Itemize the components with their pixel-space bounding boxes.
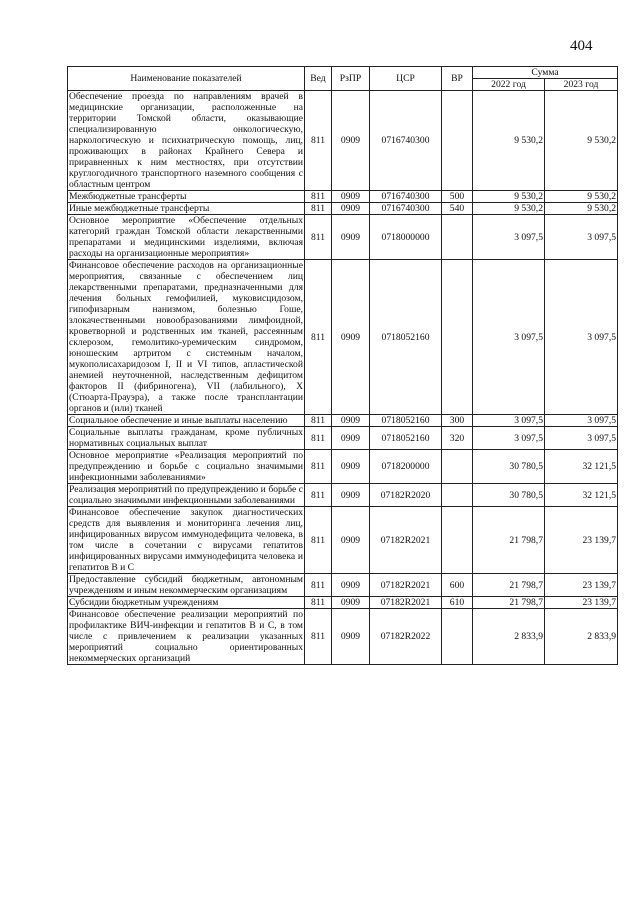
header-year-2023: 2023 год — [545, 79, 618, 91]
cell-2023: 9 530,2 — [545, 203, 618, 215]
cell-name: Реализация мероприятий по предупреждению и борьбе с социально значимыми инфекционными заболеваниями — [69, 484, 303, 506]
cell-name: Предоставление субсидий бюджетным, автономным учреждениям и иным некоммерческим организациям — [69, 574, 303, 596]
cell-rzpr: 0909 — [332, 597, 370, 609]
table-row — [68, 427, 618, 450]
cell-csr: 07182R2021 — [370, 597, 442, 609]
cell-name: Субсидии бюджетным учреждениям — [68, 597, 305, 609]
cell-2023: 3 097,5 — [545, 427, 618, 450]
cell-vr: 610 — [442, 597, 473, 609]
table-row — [68, 191, 618, 203]
header-ved: Вед — [305, 67, 332, 91]
cell-csr: 0716740300 — [370, 191, 442, 203]
cell-name: Финансовое обеспечение реализации мероприятий по профилактике ВИЧ-инфекции и гепатитов В и С, в том числе с привлечением к реализации указанных мероприятий социально ориентированных некоммерческих организаций — [69, 609, 303, 664]
cell-ved: 811 — [305, 415, 332, 427]
cell-name: Межбюджетные трансферты — [68, 191, 305, 203]
cell-csr: 0718052160 — [370, 415, 442, 427]
cell-rzpr: 0909 — [332, 484, 370, 507]
cell-2022: 21 798,7 — [473, 507, 545, 574]
cell-name: Социальные выплаты гражданам, кроме публичных нормативных социальных выплат — [69, 427, 303, 449]
cell-rzpr: 0909 — [332, 215, 370, 260]
cell-vr — [442, 450, 473, 484]
cell-rzpr: 0909 — [332, 450, 370, 484]
cell-csr: 07182R2021 — [370, 507, 442, 574]
cell-rzpr: 0909 — [332, 427, 370, 450]
cell-2022: 3 097,5 — [473, 215, 545, 260]
cell-vr: 500 — [442, 191, 473, 203]
cell-rzpr: 0909 — [332, 91, 370, 191]
cell-ved: 811 — [305, 574, 332, 597]
cell-2023: 3 097,5 — [545, 415, 618, 427]
cell-name: Финансовое обеспечение расходов на организационные мероприятия, связанные с обеспечением лиц лекарственными препаратами, предназначенными для лечения больных гемофилией, муковисцидозом, гипофизарным нанизмом, болезнью Гоше, злокачественными новообразованиями лимфоидной, кроветворной и родственных им тканей, рассеянным склерозом, гемолитико-уремическим синдромом, юношеским артритом с системным началом, мукополисахаридозом I, II и VI типов, апластической анемией неуточненной, наследственным дефицитом факторов II (фибриногена), VII (лабильного), X (Стюарта-Прауэра), а также после трансплантации органов и (или) тканей — [69, 260, 303, 414]
cell-csr: 07182R2022 — [370, 609, 442, 665]
cell-2023: 23 139,7 — [545, 507, 618, 574]
table-body — [68, 91, 618, 665]
cell-ved: 811 — [305, 427, 332, 450]
cell-vr — [442, 91, 473, 191]
cell-vr: 320 — [442, 427, 473, 450]
cell-2022: 3 097,5 — [473, 427, 545, 450]
table-row — [68, 609, 618, 665]
cell-name: Обеспечение проезда по направлениям врачей в медицинские организации, расположенные на территории Томской области, оказывающие специализированную онкологическую, наркологическую и психиатрическую помощь, лиц, проживающих в районах Крайнего Севера и приравненных к ним местностях, при отсутствии круглогодичного транспортного наземного сообщения с областным центром — [69, 91, 303, 190]
cell-ved: 811 — [305, 609, 332, 665]
table-row — [68, 597, 618, 609]
cell-name: Иные межбюджетные трансферты — [68, 203, 305, 215]
cell-2023: 23 139,7 — [545, 574, 618, 597]
cell-vr — [442, 609, 473, 665]
cell-2022: 9 530,2 — [473, 91, 545, 191]
table-row — [68, 415, 618, 427]
cell-2023: 2 833,9 — [545, 609, 618, 665]
cell-vr — [442, 484, 473, 507]
cell-2022: 30 780,5 — [473, 484, 545, 507]
cell-rzpr: 0909 — [332, 191, 370, 203]
cell-name: Основное мероприятие «Реализация мероприятий по предупреждению и борьбе с социально значимыми инфекционными заболеваниями» — [69, 450, 303, 483]
header-sum: Сумма — [473, 67, 618, 79]
cell-name: Финансовое обеспечение закупок диагностических средств для выявления и мониторинга лечения лиц, инфицированных вирусом иммунодефицита человека, в том числе в сочетании с вирусами гепатитов инфицированных вирусами иммунодефицита человека и гепатитов В и С — [69, 507, 303, 573]
cell-2023: 3 097,5 — [545, 260, 618, 415]
cell-2022: 30 780,5 — [473, 450, 545, 484]
cell-rzpr: 0909 — [332, 203, 370, 215]
cell-2023: 23 139,7 — [545, 597, 618, 609]
table-row — [68, 203, 618, 215]
cell-ved: 811 — [305, 215, 332, 260]
cell-vr — [442, 260, 473, 415]
cell-csr: 0716740300 — [370, 91, 442, 191]
page-number: 404 — [570, 38, 593, 54]
cell-rzpr: 0909 — [332, 415, 370, 427]
header-name: Наименование показателей — [68, 67, 305, 91]
cell-2022: 21 798,7 — [473, 574, 545, 597]
cell-csr: 0718052160 — [370, 427, 442, 450]
table-row — [68, 450, 618, 484]
cell-csr: 0718200000 — [370, 450, 442, 484]
cell-name: Основное мероприятие «Обеспечение отдельных категорий граждан Томской области лекарственными препаратами и медицинскими изделиями, включая расходы на организационные мероприятия» — [69, 215, 303, 259]
cell-vr — [442, 507, 473, 574]
cell-ved: 811 — [305, 484, 332, 507]
cell-vr: 300 — [442, 415, 473, 427]
header-year-2022: 2022 год — [473, 79, 545, 91]
budget-table — [67, 66, 618, 665]
cell-vr — [442, 215, 473, 260]
cell-2023: 9 530,2 — [545, 191, 618, 203]
cell-2022: 2 833,9 — [473, 609, 545, 665]
table-row — [68, 91, 618, 191]
cell-ved: 811 — [305, 450, 332, 484]
cell-ved: 811 — [305, 203, 332, 215]
cell-rzpr: 0909 — [332, 574, 370, 597]
cell-name: Социальное обеспечение и иные выплаты населению — [68, 415, 305, 427]
cell-ved: 811 — [305, 507, 332, 574]
cell-ved: 811 — [305, 191, 332, 203]
table-row — [68, 484, 618, 507]
cell-rzpr: 0909 — [332, 609, 370, 665]
table-header — [68, 67, 618, 91]
table-row — [68, 507, 618, 574]
cell-2023: 32 121,5 — [545, 484, 618, 507]
cell-2023: 32 121,5 — [545, 450, 618, 484]
cell-csr: 0718052160 — [370, 260, 442, 415]
cell-ved: 811 — [305, 260, 332, 415]
cell-csr: 0716740300 — [370, 203, 442, 215]
cell-csr: 07182R2021 — [370, 574, 442, 597]
cell-vr: 540 — [442, 203, 473, 215]
cell-rzpr: 0909 — [332, 260, 370, 415]
cell-csr: 07182R2020 — [370, 484, 442, 507]
cell-csr: 0718000000 — [370, 215, 442, 260]
header-vr: ВР — [442, 67, 473, 91]
cell-2022: 21 798,7 — [473, 597, 545, 609]
table-row — [68, 215, 618, 260]
header-csr: ЦСР — [370, 67, 442, 91]
cell-vr: 600 — [442, 574, 473, 597]
cell-ved: 811 — [305, 597, 332, 609]
cell-2022: 9 530,2 — [473, 203, 545, 215]
cell-2022: 9 530,2 — [473, 191, 545, 203]
cell-2023: 9 530,2 — [545, 91, 618, 191]
cell-2023: 3 097,5 — [545, 215, 618, 260]
header-rzpr: РзПР — [332, 67, 370, 91]
cell-ved: 811 — [305, 91, 332, 191]
table-row — [68, 574, 618, 597]
cell-2022: 3 097,5 — [473, 260, 545, 415]
cell-rzpr: 0909 — [332, 507, 370, 574]
cell-2022: 3 097,5 — [473, 415, 545, 427]
table-row — [68, 260, 618, 415]
